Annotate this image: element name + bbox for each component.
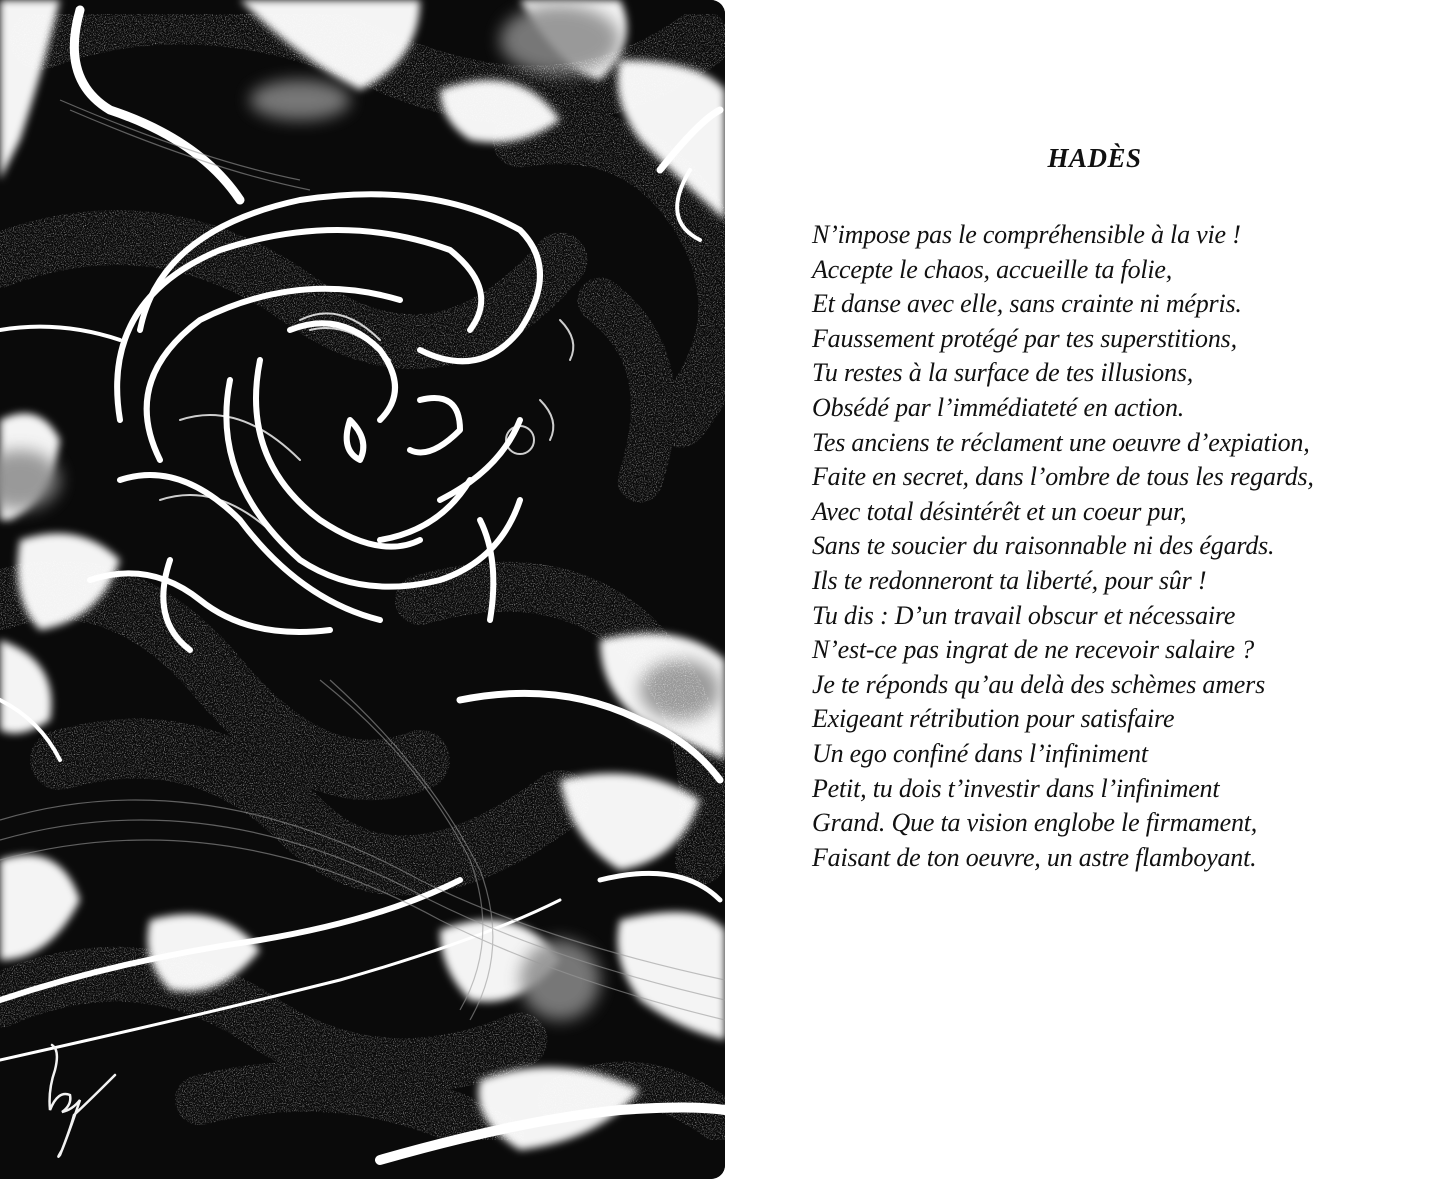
poem-line: Faisant de ton oeuvre, un astre flamboyant. — [812, 842, 1257, 872]
poem-line: Je te réponds qu’au delà des schèmes amers — [812, 669, 1265, 699]
poem-line: Accepte le chaos, accueille ta folie, — [812, 254, 1173, 284]
poem-block — [812, 138, 1412, 875]
poem-line: Un ego confiné dans l’infiniment — [812, 738, 1148, 768]
poem-line: Tu restes à la surface de tes illusions, — [812, 358, 1194, 388]
poem-line: N’est-ce pas ingrat de ne recevoir salaire ? — [812, 635, 1254, 665]
poem-lines — [812, 218, 1412, 875]
poem-line: Obsédé par l’immédiateté en action. — [812, 392, 1185, 422]
poem-line: Sans te soucier du raisonnable ni des égards. — [812, 531, 1275, 561]
poem-line: Grand. Que ta vision englobe le firmament, — [812, 808, 1258, 838]
poem-line: Exigeant rétribution pour satisfaire — [812, 704, 1175, 734]
poem-line: Petit, tu dois t’investir dans l’infiniment — [812, 773, 1220, 803]
poem-line: Tes anciens te réclament une oeuvre d’expiation, — [812, 427, 1310, 457]
poem-line: N’impose pas le compréhensible à la vie ! — [812, 220, 1241, 249]
poem-line: Tu dis : D’un travail obscur et nécessaire — [812, 600, 1236, 630]
poem-line: Et danse avec elle, sans crainte ni mépris. — [812, 289, 1242, 319]
poem-title: HADÈS — [1047, 143, 1142, 173]
poem-line: Ils te redonneront ta liberté, pour sûr ! — [812, 565, 1207, 595]
poem-line: Faussement protégé par tes superstitions, — [812, 323, 1237, 353]
poem-line: Faite en secret, dans l’ombre de tous les regards, — [812, 462, 1314, 492]
poem-line: Avec total désintérêt et un coeur pur, — [812, 496, 1187, 526]
